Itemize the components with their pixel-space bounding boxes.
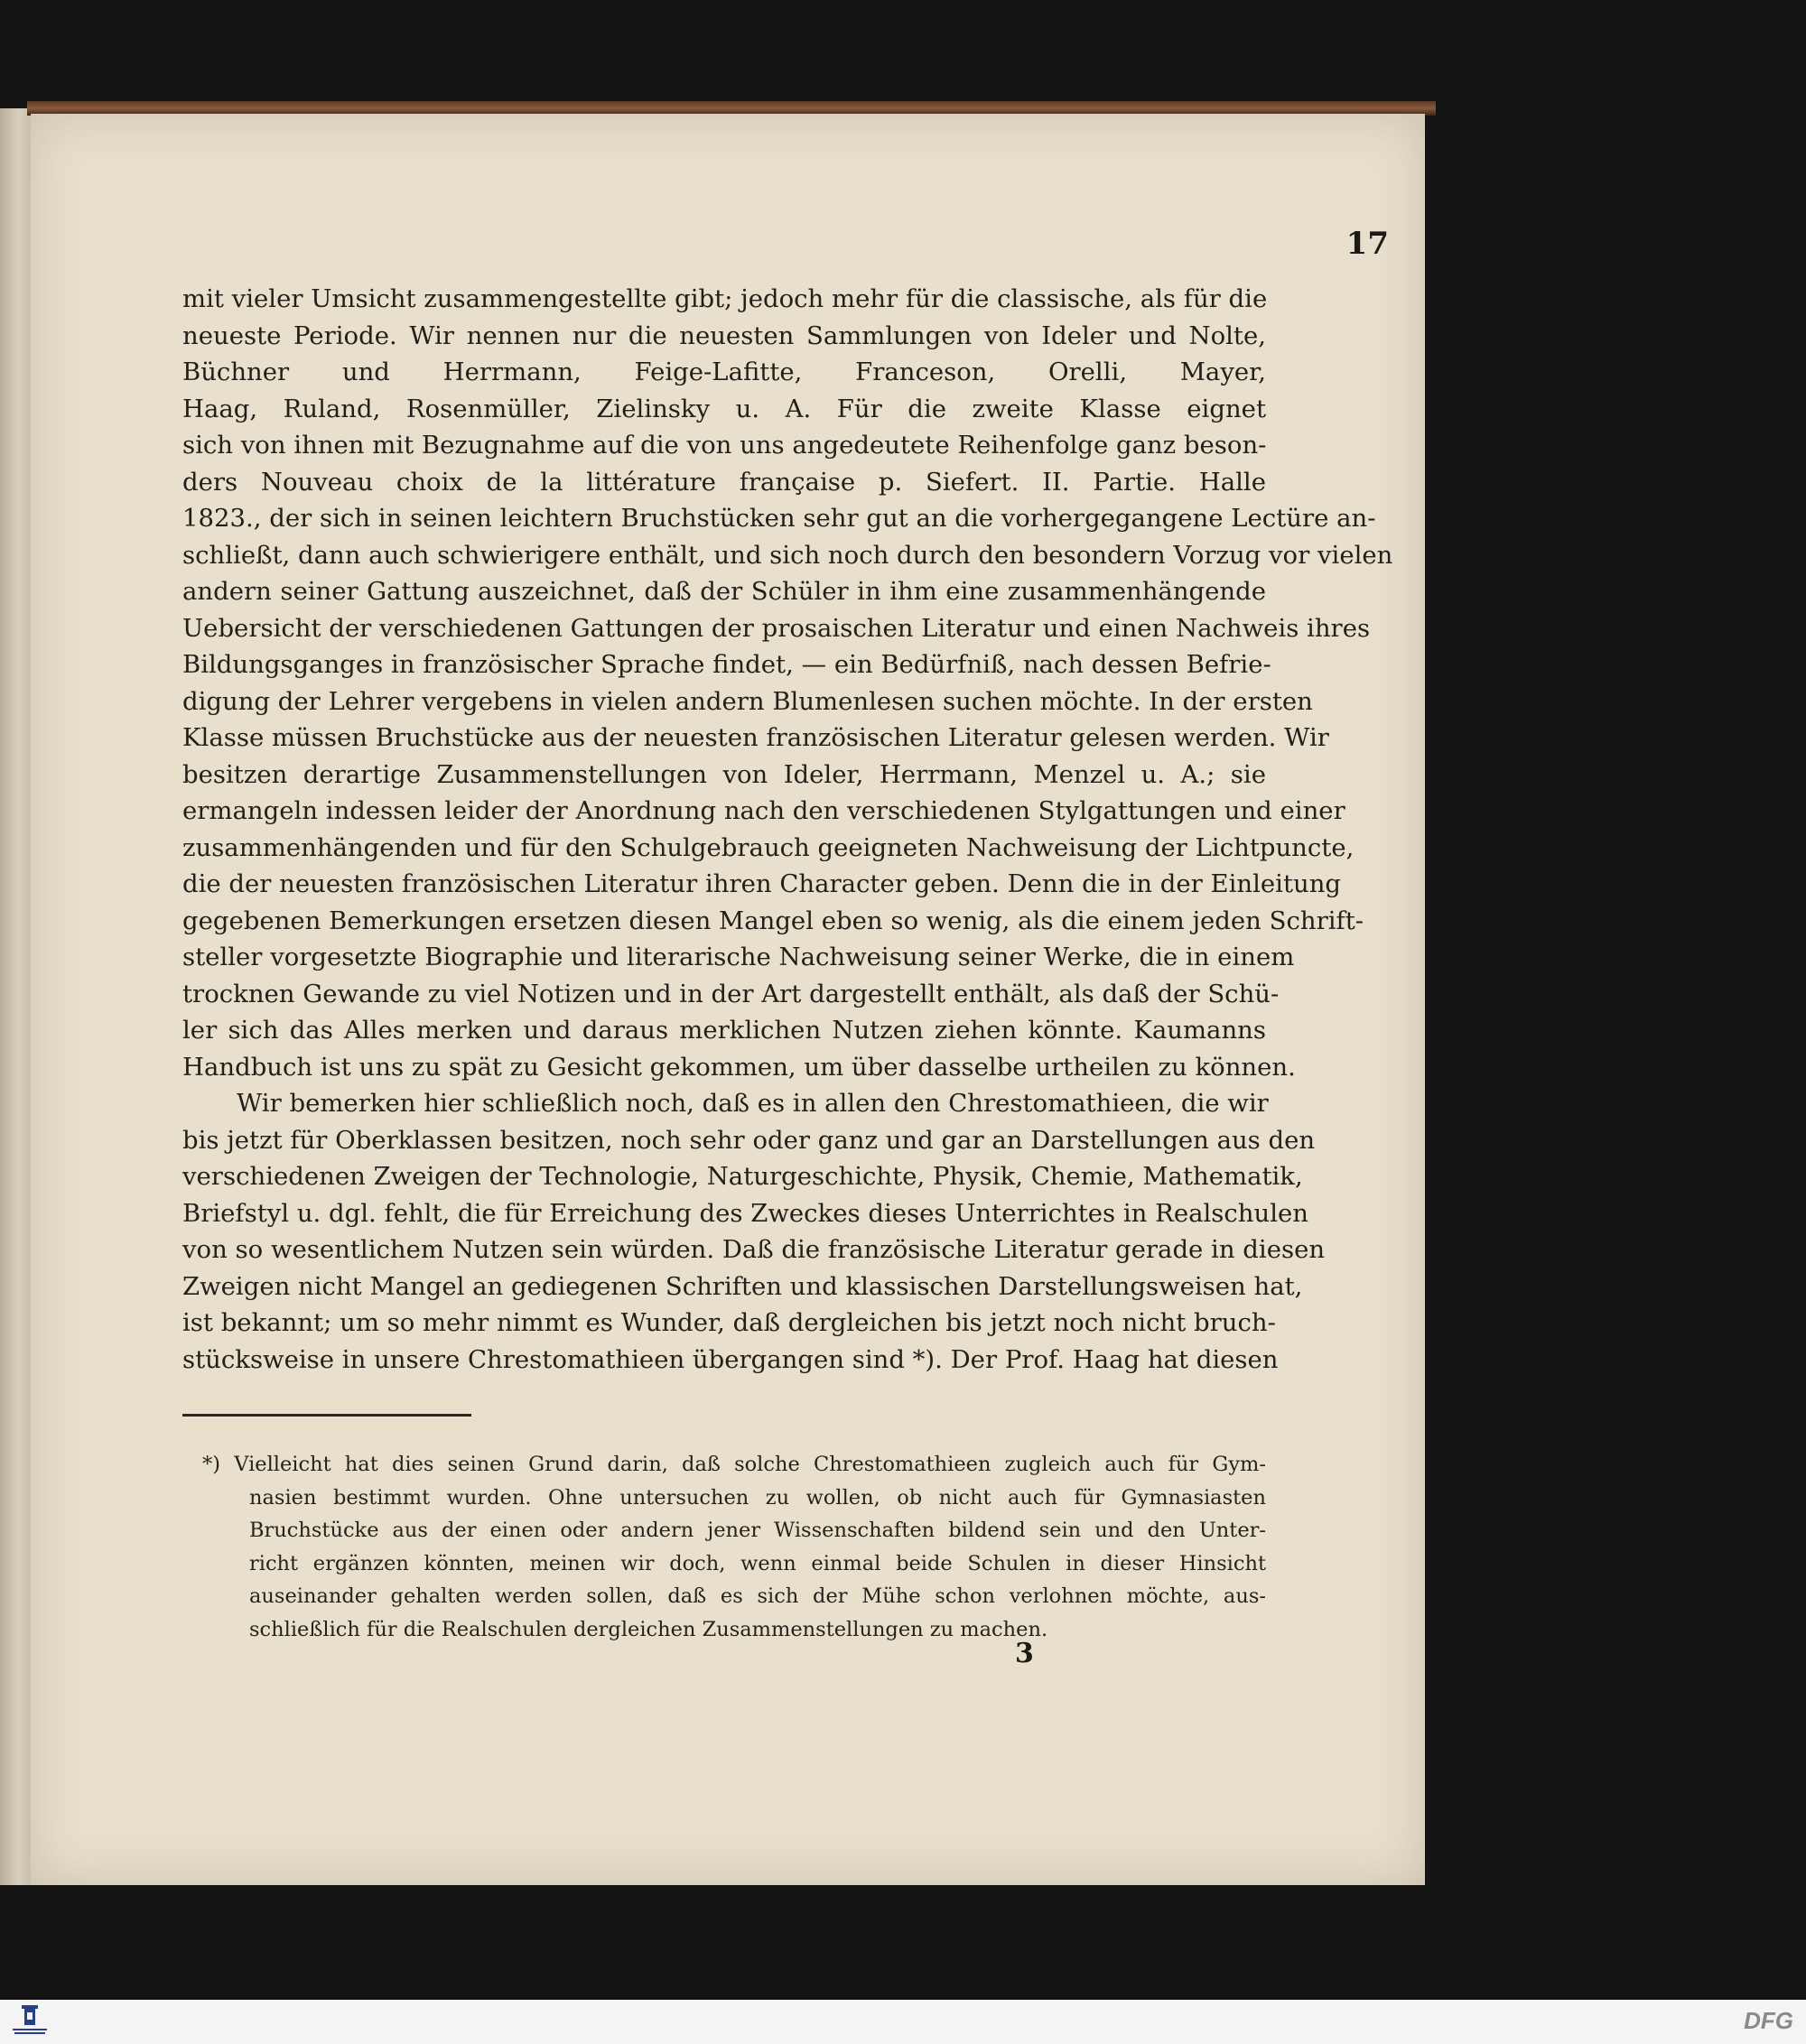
signature-mark: 3 (1015, 1638, 1034, 1669)
book-page (31, 114, 1425, 1885)
paragraph-2 (182, 1085, 1326, 1378)
footnote-line: nasien bestimmt wurden. Ohne untersuchen zu wollen, ob nicht auch für Gymnasiasten (249, 1485, 1266, 1510)
facing-page-edge (0, 108, 33, 1885)
text-line: besitzen derartige Zusammenstellungen von Ideler, Herrmann, Menzel u. A.; sie (182, 759, 1266, 789)
dfg-logo: DFG (1744, 2007, 1793, 2034)
footnote-line: schließlich für die Realschulen dergleichen Zusammenstellungen zu machen. (249, 1617, 1048, 1641)
text-line: Büchner und Herrmann, Feige-Lafitte, Franceson, Orelli, Mayer, (182, 358, 1266, 386)
text-line: neueste Periode. Wir nennen nur die neuesten Sammlungen von Ideler und Nolte, (182, 321, 1266, 350)
text-line: sich von ihnen mit Bezugnahme auf die von uns angedeutete Reihenfolge ganz beson- (182, 431, 1267, 460)
text-line: Zweigen nicht Mangel an gediegenen Schriften und klassischen Darstellungsweisen hat, (182, 1271, 1303, 1301)
text-line: 1823., der sich in seinen leichtern Bruchstücken sehr gut an die vorhergegangene Lectüre an- (182, 504, 1376, 533)
footnote-divider (182, 1414, 471, 1417)
footnote-line: richt ergänzen könnten, meinen wir doch, wenn einmal beide Schulen in dieser Hinsicht (249, 1551, 1266, 1575)
franckesche-stiftungen-logo-icon (9, 2003, 51, 2039)
text-line: ler sich das Alles merken und daraus merklichen Nutzen ziehen könnte. Kaumanns (182, 1016, 1266, 1045)
text-line: steller vorgesetzte Biographie und literarische Nachweisung seiner Werke, die in einem (182, 943, 1295, 971)
viewer-footer (0, 2000, 1806, 2044)
text-line: bis jetzt für Oberklassen besitzen, noch sehr oder ganz und gar an Darstellungen aus den (182, 1125, 1316, 1155)
footnote-line: *) Vielleicht hat dies seinen Grund darin, daß solche Chrestomathieen zugleich auch für Gym- (202, 1453, 1266, 1476)
paragraph-1 (182, 281, 1393, 1085)
text-line: die der neuesten französischen Literatur ihren Character geben. Denn die in der Einleitung (182, 869, 1342, 898)
footnote-line: Bruchstücke aus der einen oder andern jener Wissenschaften bildend sein und den Unter- (249, 1519, 1266, 1542)
text-line: Klasse müssen Bruchstücke aus der neuesten französischen Literatur gelesen werden. Wir (182, 723, 1329, 752)
page-number: 17 (1345, 226, 1389, 262)
text-line: zusammenhängenden und für den Schulgebrauch geeigneten Nachweisung der Lichtpuncte, (182, 832, 1354, 862)
text-line: Wir bemerken hier schließlich noch, daß es in allen den Chrestomathieen, die wir (237, 1089, 1269, 1118)
text-line: Uebersicht der verschiedenen Gattungen der prosaischen Literatur und einen Nachweis ihres (182, 613, 1371, 643)
text-line: gegebenen Bemerkungen ersetzen diesen Mangel eben so wenig, als die einem jeden Schrift- (182, 906, 1364, 935)
text-line: Handbuch ist uns zu spät zu Gesicht gekommen, um über dasselbe urtheilen zu können. (182, 1052, 1296, 1082)
footnote (202, 1448, 1266, 1646)
text-line: andern seiner Gattung auszeichnet, daß der Schüler in ihm eine zusammenhängende (182, 577, 1266, 606)
text-line: Briefstyl u. dgl. fehlt, die für Erreichung des Zweckes dieses Unterrichtes in Realschulen (182, 1198, 1309, 1228)
text-line: schließt, dann auch schwierigere enthält, und sich noch durch den besondern Vorzug vor vielen (182, 540, 1393, 570)
text-line: verschiedenen Zweigen der Technologie, Naturgeschichte, Physik, Chemie, Mathematik, (182, 1162, 1303, 1191)
text-line: von so wesentlichem Nutzen sein würden. Daß die französische Literatur gerade in diesen (182, 1235, 1326, 1264)
text-line: ist bekannt; um so mehr nimmt es Wunder, daß dergleichen bis jetzt noch nicht bruch- (182, 1308, 1276, 1337)
footnote-line: auseinander gehalten werden sollen, daß es sich der Mühe schon verlohnen möchte, aus- (249, 1584, 1266, 1608)
text-line: Haag, Ruland, Rosenmüller, Zielinsky u. A. Für die zweite Klasse eignet (182, 394, 1266, 423)
text-line: stücksweise in unsere Chrestomathieen übergangen sind *). Der Prof. Haag hat diesen (182, 1344, 1279, 1374)
text-line: mit vieler Umsicht zusammengestellte gibt; jedoch mehr für die classische, als für die (182, 284, 1268, 313)
text-line: ders Nouveau choix de la littérature française p. Siefert. II. Partie. Halle (182, 467, 1266, 497)
text-line: Bildungsganges in französischer Sprache findet, — ein Bedürfniß, nach dessen Befrie- (182, 650, 1271, 679)
text-line: digung der Lehrer vergebens in vielen andern Blumenlesen suchen möchte. In der ersten (182, 686, 1313, 716)
text-line: ermangeln indessen leider der Anordnung nach den verschiedenen Stylgattungen und einer (182, 796, 1345, 825)
body-text (182, 281, 1393, 1378)
text-line: trocknen Gewande zu viel Notizen und in der Art dargestellt enthält, als daß der Schü- (182, 979, 1280, 1008)
